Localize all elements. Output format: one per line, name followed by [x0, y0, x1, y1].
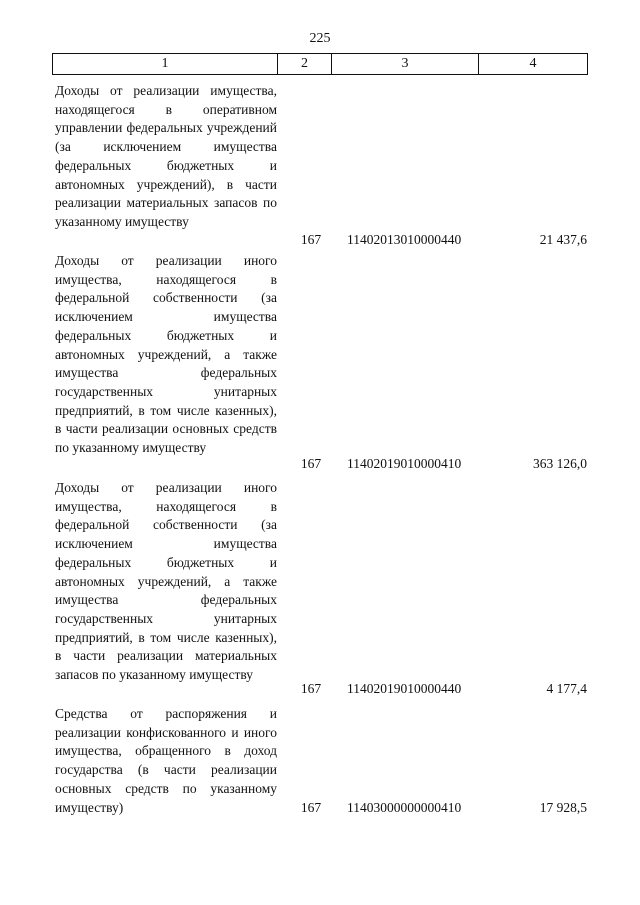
column-header-row — [53, 54, 588, 75]
row-admin-code: 167 — [300, 681, 322, 697]
column-header-1: 1 — [53, 54, 278, 75]
table-row — [55, 705, 587, 818]
row-description: Средства от распоряжения и реализации конфискованного и иного имущества, обращенного в доход государства (в части реализации основных средств по указанному имуществу) — [55, 706, 277, 815]
row-amount: 363 126,0 — [533, 456, 587, 472]
column-header-4: 4 — [479, 54, 588, 75]
table-row — [55, 252, 587, 474]
row-kbk-code: 11402019010000440 — [347, 681, 462, 697]
column-header-table — [52, 53, 588, 75]
row-description: Доходы от реализации имущества, находящегося в оперативном управлении федеральных учреждений (за исключением имущества федеральных бюджетных и автономных учреждений), в части реализации материальных запасов по указанному имуществу — [55, 83, 277, 229]
row-amount: 17 928,5 — [539, 800, 587, 816]
row-admin-code: 167 — [300, 232, 322, 248]
table-row — [55, 82, 587, 250]
row-kbk-code: 11402019010000410 — [347, 456, 462, 472]
column-header-2: 2 — [278, 54, 332, 75]
table-row — [55, 479, 587, 699]
row-kbk-code: 11402013010000440 — [347, 232, 462, 248]
row-kbk-code: 11403000000000410 — [347, 800, 462, 816]
row-admin-code: 167 — [300, 800, 322, 816]
column-header-3: 3 — [332, 54, 479, 75]
row-amount: 21 437,6 — [539, 232, 587, 248]
row-description: Доходы от реализации иного имущества, находящегося в федеральной собственности (за исключением имущества федеральных бюджетных и автономных учреждений, а также имущества федеральных государственных унитарных предприятий, в том числе казенных), в части реализации материальных запасов по указанному имуществу — [55, 480, 277, 683]
row-admin-code: 167 — [300, 456, 322, 472]
page-number: 225 — [309, 31, 331, 46]
row-description: Доходы от реализации иного имущества, находящегося в федеральной собственности (за исключением имущества федеральных бюджетных и автономных учреждений, а также имущества федеральных государственных унитарных предприятий, в том числе казенных), в части реализации основных средств по указанному имуществу — [55, 253, 277, 456]
row-amount: 4 177,4 — [546, 681, 587, 697]
